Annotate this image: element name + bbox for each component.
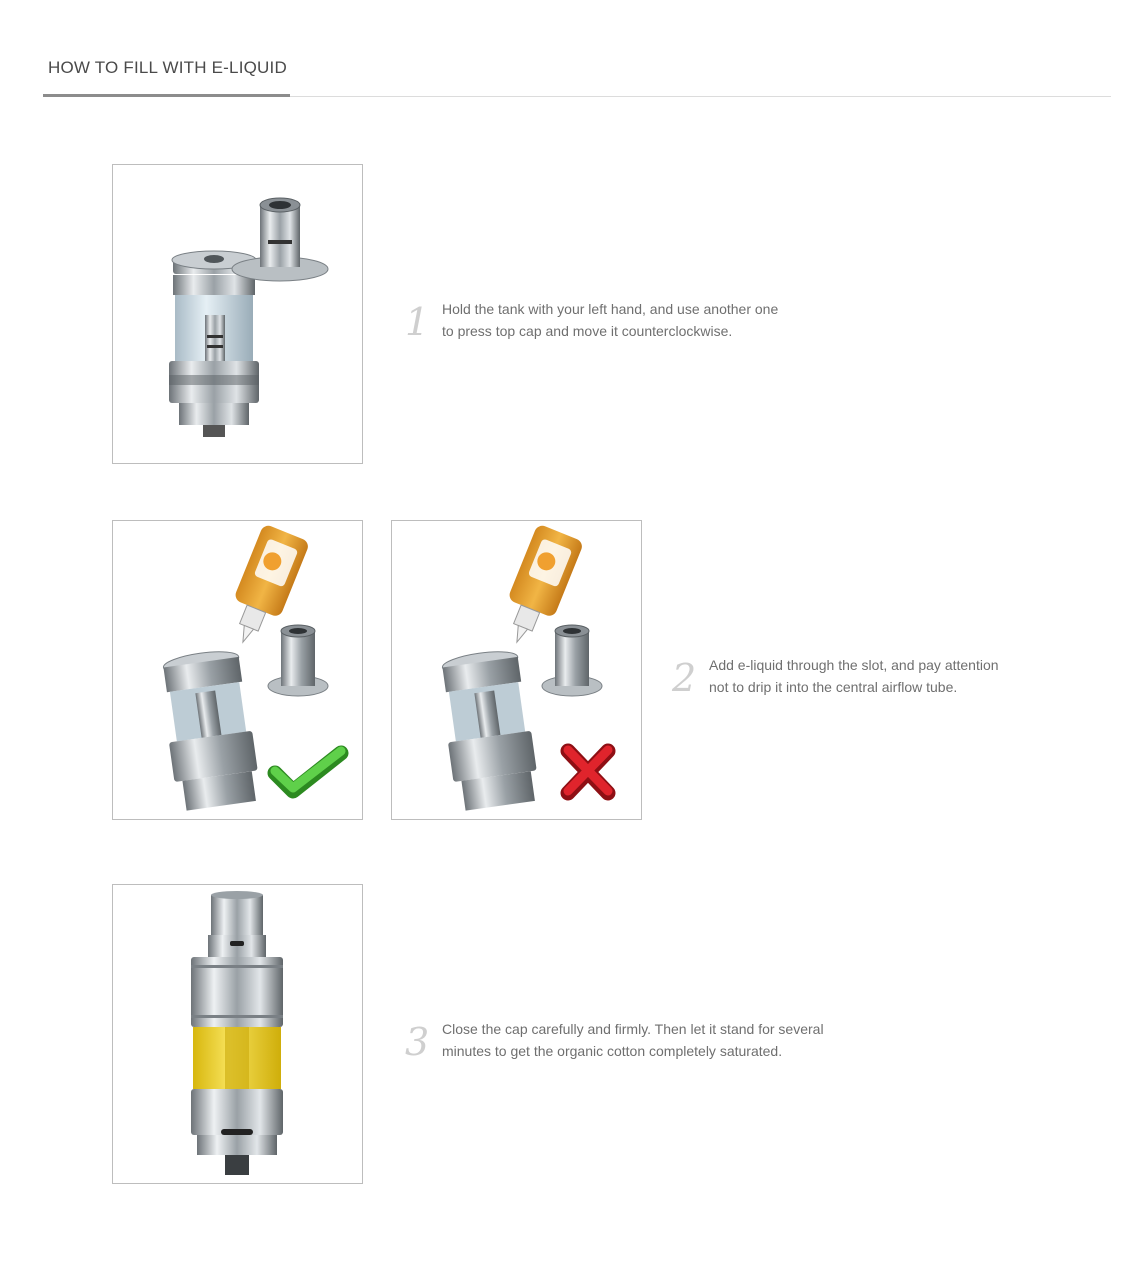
- step-2-text: [709, 654, 999, 698]
- step-3-line-2: minutes to get the organic cotton completely saturated.: [442, 1043, 783, 1059]
- step-3-number: 3: [405, 1020, 430, 1064]
- step-3-text: [442, 1018, 824, 1062]
- page-title: HOW TO FILL WITH E-LIQUID: [48, 58, 287, 77]
- step-1-text: [442, 298, 778, 342]
- header-underline: [43, 94, 290, 97]
- fill-correct-illustration: [113, 521, 362, 819]
- step-3-image: [112, 884, 363, 1184]
- section-header: [43, 0, 1111, 98]
- fill-wrong-illustration: [392, 521, 641, 819]
- step-1-line-1: Hold the tank with your left hand, and use another one: [442, 301, 779, 317]
- step-2-number: 2: [672, 656, 697, 700]
- tank-closed-illustration: [113, 885, 362, 1183]
- tank-open-illustration: [113, 165, 362, 463]
- step-1-image: [112, 164, 363, 464]
- step-2-line-2: not to drip it into the central airflow tube.: [709, 679, 958, 695]
- step-1-line-2: to press top cap and move it counterclockwise.: [442, 323, 733, 339]
- check-icon: [275, 751, 341, 791]
- step-1-number: 1: [405, 300, 430, 344]
- cross-icon: [568, 750, 608, 793]
- step-3-line-1: Close the cap carefully and firmly. Then let it stand for several: [442, 1021, 824, 1037]
- step-2-line-1: Add e-liquid through the slot, and pay attention: [709, 657, 999, 673]
- step-2-correct-image: [112, 520, 363, 820]
- step-2-wrong-image: [391, 520, 642, 820]
